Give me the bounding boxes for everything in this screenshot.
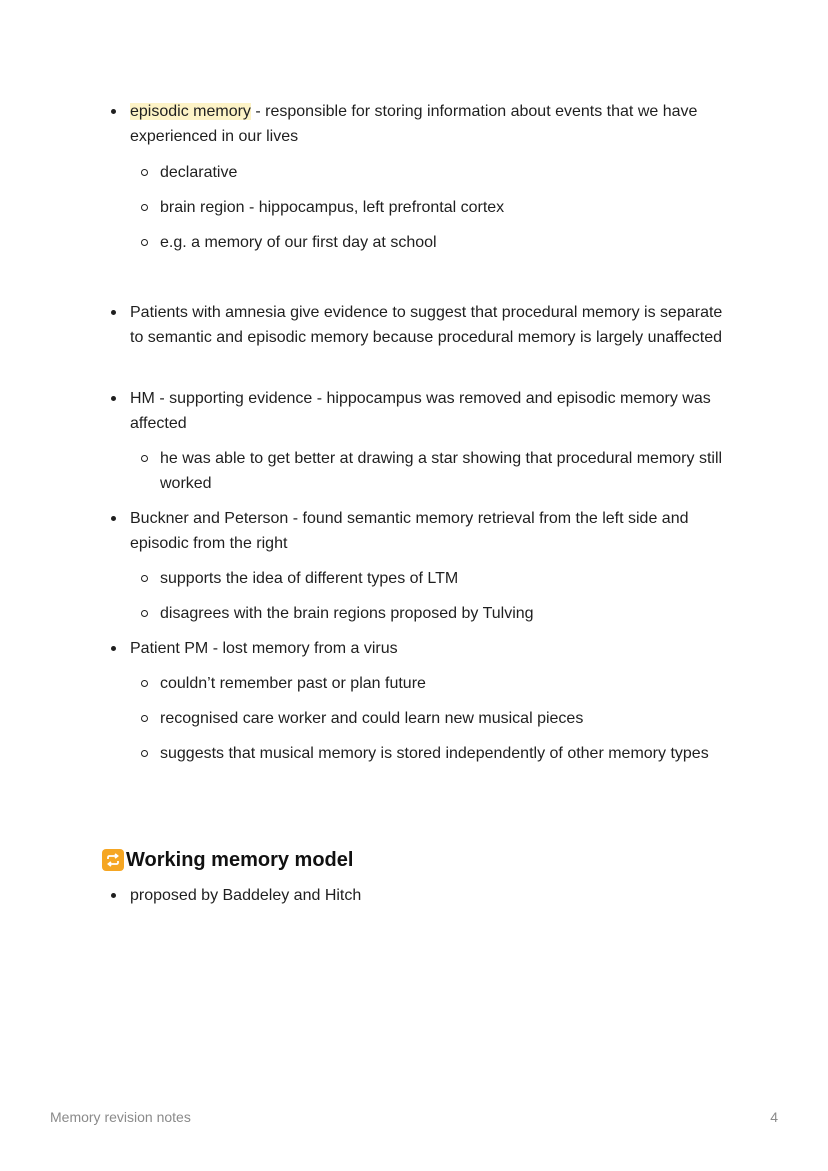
bullet-amnesia-evidence: Patients with amnesia give evidence to suggest that procedural memory is separate to semantic and episodic memory because procedural memory is largely unaffected <box>130 300 740 350</box>
bullet-buckner-peterson: Buckner and Peterson - found semantic memory retrieval from the left side and episodic from the right <box>130 506 740 556</box>
highlighted-term: episodic memory <box>130 103 251 120</box>
sub-bullet-disagrees-tulving: disagrees with the brain regions proposed by Tulving <box>160 601 750 626</box>
sub-bullet-example: e.g. a memory of our first day at school <box>160 230 750 255</box>
bullet-hm: HM - supporting evidence - hippocampus was removed and episodic memory was affected <box>130 386 740 436</box>
bullet-text: - responsible for storing information about events that we have experienced in our lives <box>130 103 698 145</box>
repeat-icon <box>102 849 124 871</box>
sub-bullet-pm-musical: suggests that musical memory is stored independently of other memory types <box>160 741 750 766</box>
sub-bullet-supports-ltm: supports the idea of different types of LTM <box>160 566 750 591</box>
sub-bullet-brain-region: brain region - hippocampus, left prefrontal cortex <box>160 195 750 220</box>
bullet-episodic-memory <box>130 99 740 149</box>
sub-bullet-pm-care-worker: recognised care worker and could learn new musical pieces <box>160 706 750 731</box>
footer-page-number: 4 <box>770 1109 778 1125</box>
sub-bullet-declarative: declarative <box>160 160 750 185</box>
bullet-baddeley-hitch: proposed by Baddeley and Hitch <box>130 883 740 908</box>
section-heading <box>102 846 353 874</box>
footer-document-title: Memory revision notes <box>50 1109 191 1125</box>
section-title: Working memory model <box>126 848 354 871</box>
sub-bullet-pm-past: couldn’t remember past or plan future <box>160 671 750 696</box>
sub-bullet-hm-star: he was able to get better at drawing a star showing that procedural memory still worked <box>160 446 750 496</box>
bullet-patient-pm: Patient PM - lost memory from a virus <box>130 636 740 661</box>
